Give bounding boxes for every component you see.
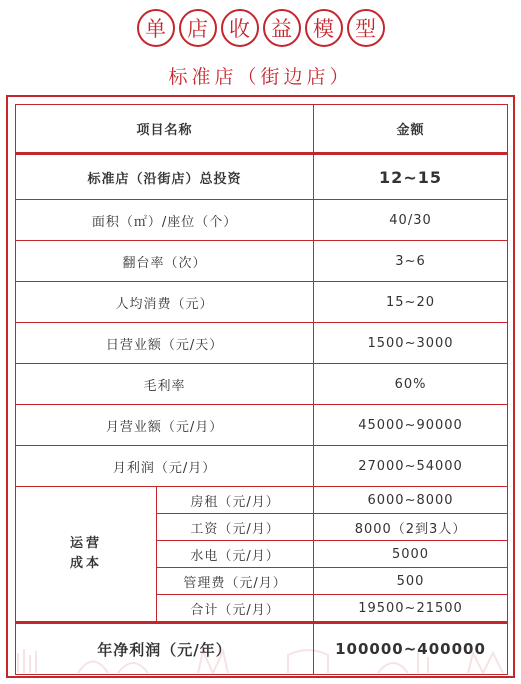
cost-item-value: 6000~8000: [314, 487, 508, 514]
row-label: 翻台率（次）: [16, 241, 314, 282]
row-value: 1500~3000: [314, 323, 508, 364]
title-char: 模: [305, 9, 343, 47]
row-value: 27000~54000: [314, 446, 508, 487]
row-value: 15~20: [314, 282, 508, 323]
table-row-net-profit: [16, 623, 508, 675]
row-label: 毛利率: [16, 364, 314, 405]
cost-item-value: 8000（2到3人）: [314, 514, 508, 541]
cost-item-label: 管理费（元/月）: [157, 568, 314, 595]
row-label: 标准店（沿街店）总投资: [16, 154, 314, 200]
row-label: 月营业额（元/月）: [16, 405, 314, 446]
row-label: 月利润（元/月）: [16, 446, 314, 487]
table-row-investment: [16, 154, 508, 200]
table-row: [16, 282, 508, 323]
cost-label-line: 运营: [69, 536, 102, 551]
operating-cost-label: [16, 487, 157, 623]
revenue-model-table: [15, 104, 508, 675]
table-row: [16, 200, 508, 241]
row-value: 3~6: [314, 241, 508, 282]
row-label: 人均消费（元）: [16, 282, 314, 323]
cost-item-label: 合计（元/月）: [157, 595, 314, 623]
cost-item-value: 19500~21500: [314, 595, 508, 623]
title-char: 店: [179, 9, 217, 47]
row-value: 12~15: [314, 154, 508, 200]
table-row: [16, 405, 508, 446]
title-char: 收: [221, 9, 259, 47]
row-value: 60%: [314, 364, 508, 405]
title-char: 型: [347, 9, 385, 47]
cost-item-label: 水电（元/月）: [157, 541, 314, 568]
title-char: 单: [137, 9, 175, 47]
header-item: 项目名称: [16, 105, 314, 154]
row-label: 面积（㎡）/座位（个）: [16, 200, 314, 241]
table-row-cost: [16, 487, 508, 514]
table-header-row: [16, 105, 508, 154]
net-profit-value: 100000~400000: [314, 623, 508, 675]
row-value: 40/30: [314, 200, 508, 241]
table-row: [16, 446, 508, 487]
page-title: [0, 9, 521, 55]
cost-label-line: 成本: [69, 556, 102, 571]
cost-item-value: 500: [314, 568, 508, 595]
net-profit-label: 年净利润（元/年）: [16, 623, 314, 675]
title-char: 益: [263, 9, 301, 47]
cost-item-value: 5000: [314, 541, 508, 568]
table-row: [16, 241, 508, 282]
table-row: [16, 323, 508, 364]
header-amount: 金额: [314, 105, 508, 154]
cost-item-label: 工资（元/月）: [157, 514, 314, 541]
cost-item-label: 房租（元/月）: [157, 487, 314, 514]
row-label: 日营业额（元/天）: [16, 323, 314, 364]
table-row: [16, 364, 508, 405]
page-subtitle: 标准店（街边店）: [168, 66, 353, 88]
row-value: 45000~90000: [314, 405, 508, 446]
